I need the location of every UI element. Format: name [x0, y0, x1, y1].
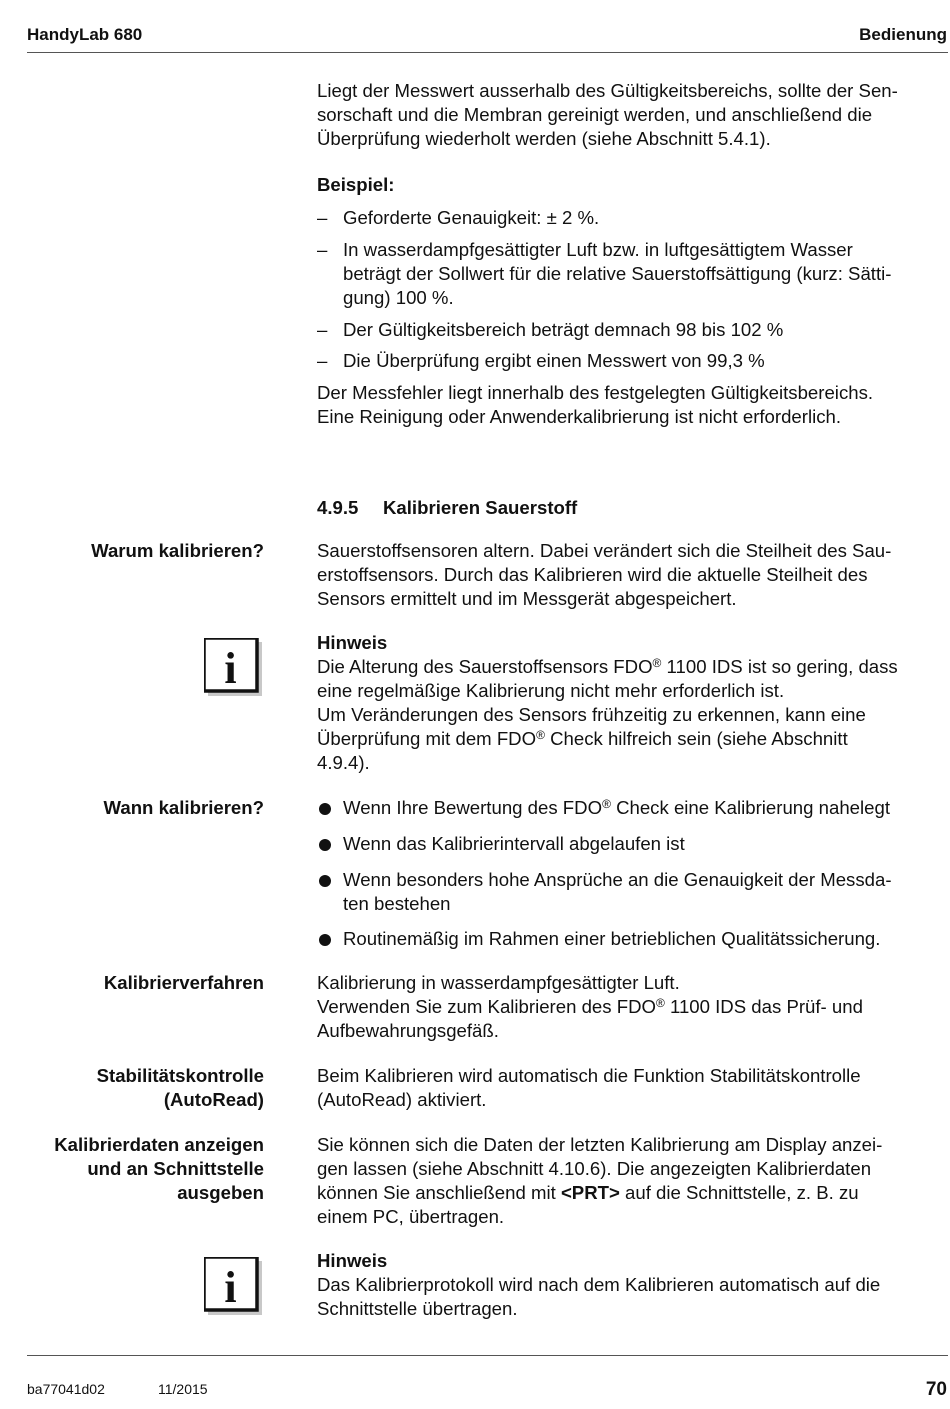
bullet-dot: [319, 803, 331, 815]
why-line: Sensors ermittelt und im Messgerät abgespeichert.: [317, 588, 737, 609]
section-number: 4.9.5: [317, 497, 359, 518]
bullet-item: Wenn besonders hohe Ansprüche an die Genauigkeit der Messda-: [343, 869, 892, 890]
bullet-item: Wenn das Kalibrierintervall abgelaufen ist: [343, 833, 685, 854]
caldata-line: können Sie anschließend mit <PRT> auf die Schnittstelle, z. B. zu: [317, 1182, 859, 1203]
caldata-line: Sie können sich die Daten der letzten Kalibrierung am Display anzei-: [317, 1134, 883, 1155]
info-icon: [204, 638, 262, 696]
example-conclusion: Eine Reinigung oder Anwenderkalibrierung ist nicht erforderlich.: [317, 406, 842, 427]
margin-label-caldata: und an Schnittstelle: [87, 1158, 264, 1179]
note-line: Überprüfung mit dem FDO® Check hilfreich sein (siehe Abschnitt: [317, 728, 848, 749]
bullet-item: Wenn Ihre Bewertung des FDO® Check eine Kalibrierung nahelegt: [343, 797, 890, 818]
stability-line: (AutoRead) aktiviert.: [317, 1089, 487, 1110]
header-rule: [27, 52, 948, 53]
why-line: erstoffsensors. Durch das Kalibrieren wird die aktuelle Steilheit des: [317, 564, 868, 585]
margin-label-procedure: Kalibrierverfahren: [103, 972, 264, 993]
note-line: eine regelmäßige Kalibrierung nicht mehr erforderlich ist.: [317, 680, 785, 701]
header-chapter: Bedienung: [859, 25, 947, 44]
margin-label-stability: (AutoRead): [163, 1089, 264, 1110]
note-title: Hinweis: [317, 1250, 388, 1271]
bullet-item-cont: ten bestehen: [343, 893, 451, 914]
margin-label-stability: Stabilitätskontrolle: [96, 1065, 264, 1086]
example-conclusion: Der Messfehler liegt innerhalb des festgelegten Gültigkeitsbereichs.: [317, 382, 874, 403]
prt-key: <PRT>: [560, 1182, 620, 1203]
caldata-line: einem PC, übertragen.: [317, 1206, 505, 1227]
info-glyph: i: [224, 1263, 237, 1312]
example-item: Geforderte Genauigkeit: ± 2 %.: [343, 207, 600, 228]
intro-line: sorschaft und die Membran gereinigt werden, und anschließend die: [317, 104, 873, 125]
footer-date: 11/2015: [158, 1381, 208, 1397]
page-number: 70: [925, 1379, 947, 1400]
why-line: Sauerstoffsensoren altern. Dabei verändert sich die Steilheit des Sau-: [317, 540, 892, 561]
stability-line: Beim Kalibrieren wird automatisch die Funktion Stabilitätskontrolle: [317, 1065, 861, 1086]
example-item: In wasserdampfgesättigter Luft bzw. in luftgesättigtem Wasser: [343, 239, 853, 260]
note-line: Um Veränderungen des Sensors frühzeitig zu erkennen, kann eine: [317, 704, 866, 725]
example-title: Beispiel:: [317, 174, 395, 195]
section-title: Kalibrieren Sauerstoff: [383, 497, 578, 518]
caldata-line: gen lassen (siehe Abschnitt 4.10.6). Die angezeigten Kalibrierdaten: [317, 1158, 872, 1179]
info-glyph: i: [224, 644, 237, 693]
example-item-cont: beträgt der Sollwert für die relative Sauerstoffsättigung (kurz: Sätti-: [343, 263, 892, 284]
procedure-line: Verwenden Sie zum Kalibrieren des FDO® 1100 IDS das Prüf- und: [317, 996, 863, 1017]
bullet-item: Routinemäßig im Rahmen einer betrieblichen Qualitätssicherung.: [343, 928, 881, 949]
margin-label-caldata: ausgeben: [177, 1182, 264, 1203]
margin-label-why: Warum kalibrieren?: [91, 540, 264, 561]
note-line: Die Alterung des Sauerstoffsensors FDO® 1100 IDS ist so gering, dass: [317, 656, 898, 677]
note-line: Das Kalibrierprotokoll wird nach dem Kalibrieren automatisch auf die: [317, 1274, 881, 1295]
bullet-dot: [319, 875, 331, 887]
procedure-line: Aufbewahrungsgefäß.: [317, 1020, 499, 1041]
dash-marker: –: [317, 239, 328, 260]
dash-marker: –: [317, 207, 328, 228]
dash-marker: –: [317, 319, 328, 340]
example-item-cont: gung) 100 %.: [343, 287, 454, 308]
note-line: Schnittstelle übertragen.: [317, 1298, 518, 1319]
example-item: Der Gültigkeitsbereich beträgt demnach 98 bis 102 %: [343, 319, 784, 340]
note-title: Hinweis: [317, 632, 388, 653]
footer-doc-id: ba77041d02: [27, 1381, 105, 1397]
dash-marker: –: [317, 350, 328, 371]
intro-line: Liegt der Messwert ausserhalb des Gültigkeitsbereichs, sollte der Sen-: [317, 80, 898, 101]
margin-label-when: Wann kalibrieren?: [103, 797, 264, 818]
intro-line: Überprüfung wiederholt werden (siehe Abschnitt 5.4.1).: [317, 128, 771, 149]
bullet-dot: [319, 934, 331, 946]
procedure-line: Kalibrierung in wasserdampfgesättigter Luft.: [317, 972, 680, 993]
note-line: 4.9.4).: [317, 752, 370, 773]
header-product: HandyLab 680: [27, 25, 143, 44]
footer-rule: [27, 1355, 948, 1356]
bullet-dot: [319, 839, 331, 851]
margin-label-caldata: Kalibrierdaten anzeigen: [54, 1134, 264, 1155]
example-item: Die Überprüfung ergibt einen Messwert von 99,3 %: [343, 350, 765, 371]
info-icon: [204, 1257, 262, 1315]
